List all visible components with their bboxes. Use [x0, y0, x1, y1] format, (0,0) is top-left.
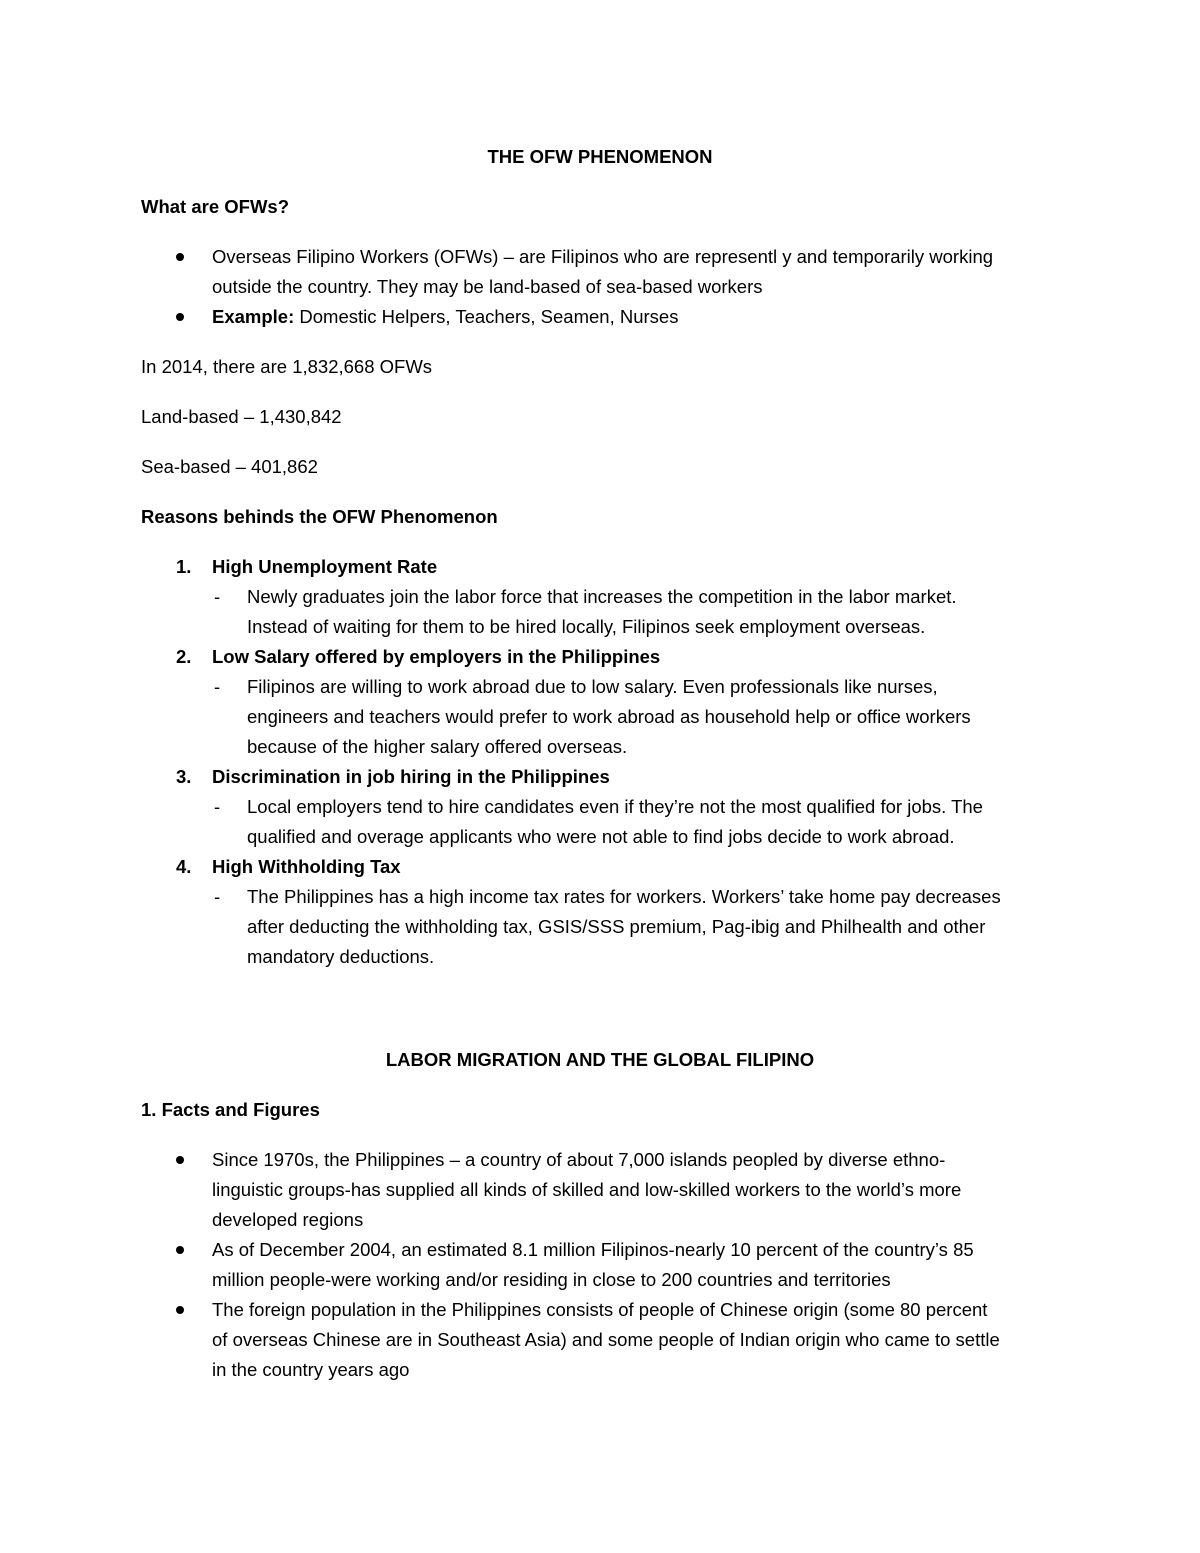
dash-marker: -: [214, 796, 221, 817]
bullet-icon: [176, 313, 184, 321]
list-number: 2.: [176, 646, 192, 667]
reason-text-line: engineers and teachers would prefer to work abroad as household help or office workers: [247, 706, 971, 727]
reason-title: Low Salary offered by employers in the Philippines: [212, 646, 661, 667]
section-title-labor-migration: LABOR MIGRATION AND THE GLOBAL FILIPINO: [385, 1049, 815, 1070]
bullet-text-line: Overseas Filipino Workers (OFWs) – are Filipinos who are representl y and temporarily working: [212, 246, 994, 267]
section-title-ofw-phenomenon: THE OFW PHENOMENON: [487, 146, 713, 167]
reason-text-line: Local employers tend to hire candidates even if they’re not the most qualified for jobs. The: [247, 796, 983, 817]
question-heading: What are OFWs?: [141, 196, 290, 217]
reason-title: High Unemployment Rate: [212, 556, 438, 577]
bullet-text-line: outside the country. They may be land-based of sea-based workers: [212, 276, 763, 297]
list-number: 4.: [176, 856, 192, 877]
bullet-icon: [176, 1246, 184, 1254]
bullet-text-line: in the country years ago: [212, 1359, 410, 1380]
bullet-text-line: developed regions: [212, 1209, 364, 1230]
reason-text-line: Filipinos are willing to work abroad due to low salary. Even professionals like nurses,: [247, 676, 938, 697]
bullet-text-line: of overseas Chinese are in Southeast Asia) and some people of Indian origin who came to settle: [212, 1329, 1000, 1350]
example-label: Example:: [212, 306, 295, 327]
reason-text-line: after deducting the withholding tax, GSIS/SSS premium, Pag-ibig and Philhealth and other: [247, 916, 986, 937]
list-number: 3.: [176, 766, 192, 787]
bullet-text-line: Since 1970s, the Philippines – a country of about 7,000 islands peopled by diverse ethno-: [212, 1149, 946, 1170]
stat-land-based: Land-based – 1,430,842: [141, 406, 342, 427]
example-line: [212, 302, 678, 332]
reason-text-line: because of the higher salary offered overseas.: [247, 736, 628, 757]
reason-text-line: Newly graduates join the labor force that increases the competition in the labor market.: [247, 586, 957, 607]
bullet-text-line: The foreign population in the Philippines consists of people of Chinese origin (some 80 percent: [212, 1299, 988, 1320]
example-text: Domestic Helpers, Teachers, Seamen, Nurses: [294, 306, 679, 327]
bullet-icon: [176, 253, 184, 261]
dash-marker: -: [214, 886, 221, 907]
reason-title: Discrimination in job hiring in the Philippines: [212, 766, 610, 787]
reason-text-line: Instead of waiting for them to be hired locally, Filipinos seek employment overseas.: [247, 616, 926, 637]
dash-marker: -: [214, 676, 221, 697]
stat-sea-based: Sea-based – 401,862: [141, 456, 318, 477]
reasons-heading: Reasons behinds the OFW Phenomenon: [141, 506, 498, 527]
reason-text-line: The Philippines has a high income tax rates for workers. Workers’ take home pay decreases: [247, 886, 1001, 907]
reason-text-line: qualified and overage applicants who were not able to find jobs decide to work abroad.: [247, 826, 955, 847]
reason-text-line: mandatory deductions.: [247, 946, 435, 967]
facts-subheading: 1. Facts and Figures: [141, 1099, 320, 1120]
bullet-text-line: million people-were working and/or residing in close to 200 countries and territories: [212, 1269, 891, 1290]
reason-title: High Withholding Tax: [212, 856, 401, 877]
bullet-text-line: As of December 2004, an estimated 8.1 million Filipinos-nearly 10 percent of the country’s 85: [212, 1239, 974, 1260]
bullet-icon: [176, 1156, 184, 1164]
stat-total: In 2014, there are 1,832,668 OFWs: [141, 356, 433, 377]
bullet-text-line: linguistic groups-has supplied all kinds of skilled and low-skilled workers to the world’s more: [212, 1179, 962, 1200]
list-number: 1.: [176, 556, 192, 577]
dash-marker: -: [214, 586, 221, 607]
bullet-icon: [176, 1306, 184, 1314]
